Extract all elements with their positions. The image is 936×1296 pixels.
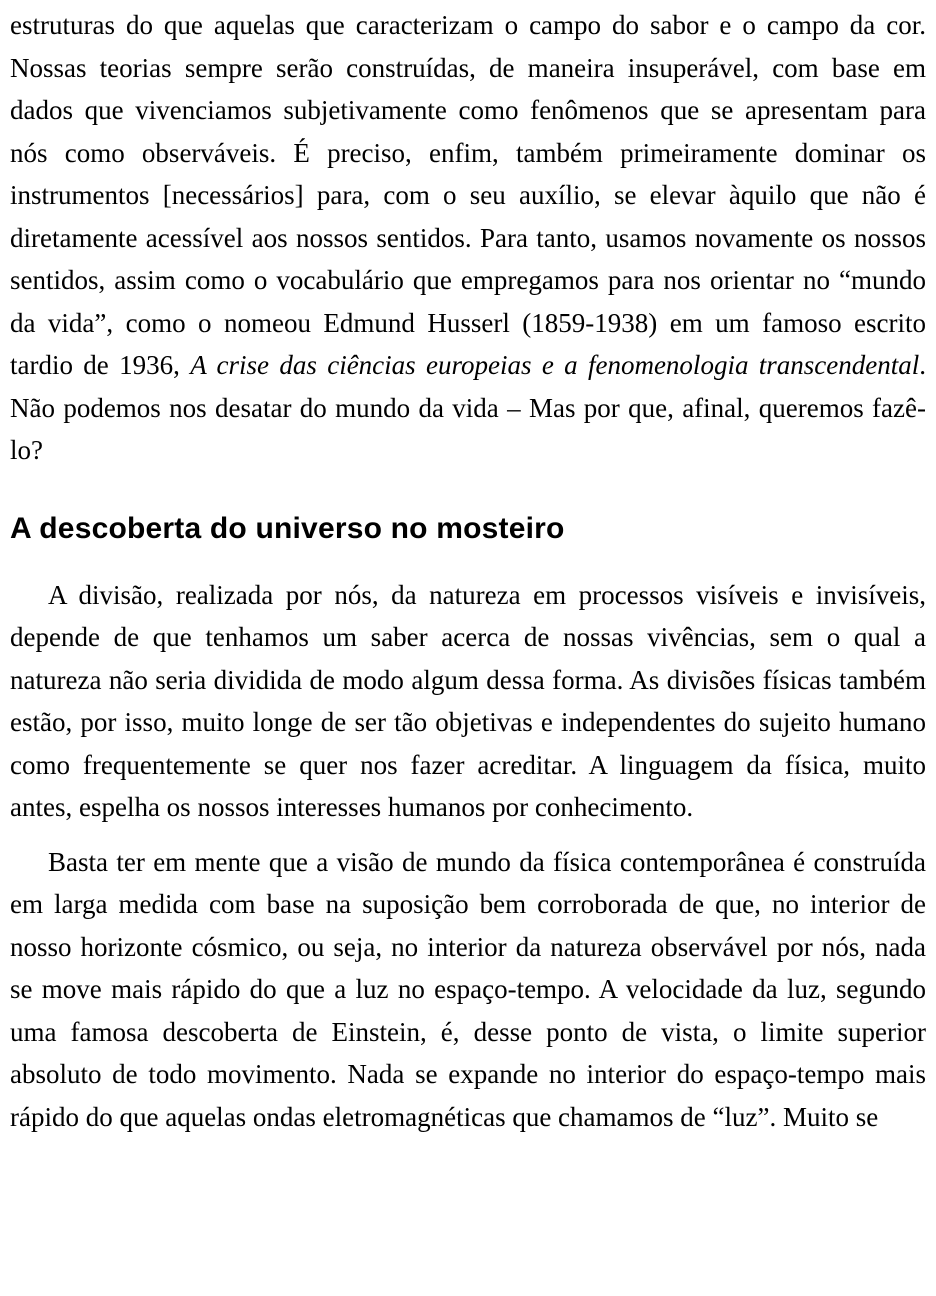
paragraph-text-before-title: estruturas do que aquelas que caracterizam o campo do sabor e o campo da cor. Nossas teorias sempre serão construídas, de maneira insuperável, com base em dados que vivenciamos subjetivamente como fenômenos que se apresentam para nós como observáveis. É preciso, enfim, também primeiramente dominar os instrumentos [necessários] para, com o seu auxílio, se elevar àquilo que não é diretamente acessível aos nossos sentidos. Para tanto, usamos novamente os nossos sentidos, assim como o vocabulário que empregamos para nos orientar no “mundo da vida”, como o nomeou Edmund Husserl (1859-1938) em um famoso escrito tardio de 1936,: [10, 10, 926, 380]
paragraph-text-after-title: . Não podemos nos desatar do mundo da vida – Mas por que, afinal, queremos fazê-lo?: [10, 350, 926, 465]
body-paragraph-basta: Basta ter em mente que a visão de mundo da física contemporânea é construída em larga medida com base na suposição bem corroborada de que, no interior de nosso horizonte cósmico, ou seja, no interior da natureza observável por nós, nada se move mais rápido do que a luz no espaço-tempo. A velocidade da luz, segundo uma famosa descoberta de Einstein, é, desse ponto de vista, o limite superior absoluto de todo movimento. Nada se expande no interior do espaço-tempo mais rápido do que aquelas ondas eletromagnéticas que chamamos de “luz”. Muito se: [10, 846, 926, 1132]
book-title-italic: A crise das ciências europeias e a fenomenologia transcendental: [190, 350, 920, 380]
body-paragraph-divisao: A divisão, realizada por nós, da natureza em processos visíveis e invisíveis, depende de que tenhamos um saber acerca de nossas vivências, sem o qual a natureza não seria dividida de modo algum dessa forma. As divisões físicas também estão, por isso, muito longe de ser tão objetivas e independentes do sujeito humano como frequentemente se quer nos fazer acreditar. A linguagem da física, muito antes, espelha os nossos interesses humanos por conhecimento.: [10, 579, 926, 822]
continuation-paragraph: [10, 4, 926, 472]
section-heading: A descoberta do universo no mosteiro: [10, 511, 565, 545]
